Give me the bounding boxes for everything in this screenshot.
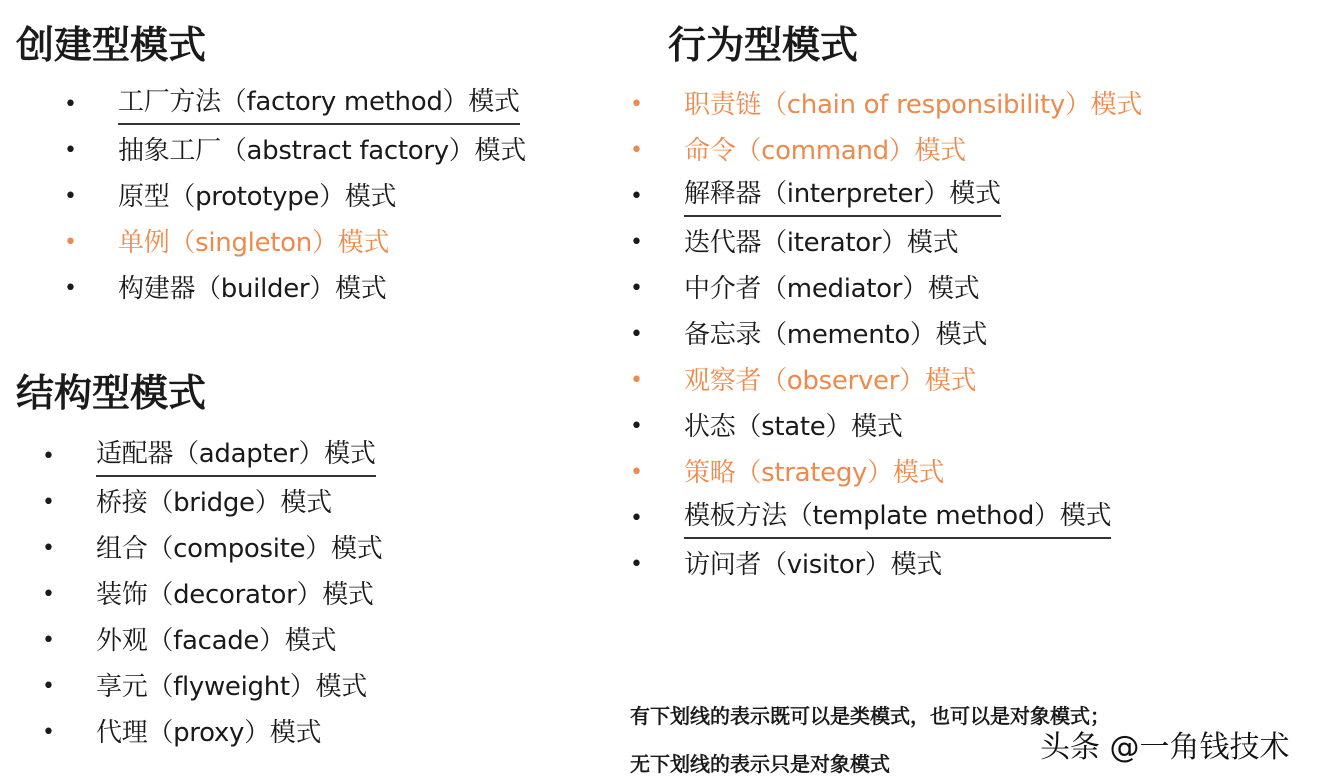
pattern-name: 抽象工厂（abstract factory）模式: [118, 136, 526, 166]
bullet-icon: •: [42, 536, 55, 561]
bullet-icon: •: [630, 460, 643, 485]
pattern-name: 策略（strategy）模式: [684, 458, 945, 488]
pattern-name: 原型（prototype）模式: [118, 182, 397, 212]
pattern-name: 命令（command）模式: [684, 136, 966, 166]
bullet-icon: •: [630, 138, 643, 163]
pattern-name: 桥接（bridge）模式: [96, 488, 332, 518]
pattern-name: 观察者（observer）模式: [684, 366, 977, 396]
bullet-icon: •: [64, 230, 77, 255]
bullet-icon: •: [630, 276, 643, 301]
bullet-icon: •: [64, 184, 77, 209]
bullet-icon: •: [42, 628, 55, 653]
underline-legend-note: 有下划线的表示既可以是类模式，也可以是对象模式；: [630, 704, 1110, 728]
bullet-icon: •: [42, 490, 55, 515]
bullet-icon: •: [42, 582, 55, 607]
pattern-name: 代理（proxy）模式: [96, 718, 322, 748]
bullet-icon: •: [64, 92, 77, 117]
bullet-icon: •: [64, 276, 77, 301]
pattern-name: 工厂方法（factory method）模式: [118, 82, 520, 125]
bullet-icon: •: [630, 322, 643, 347]
bullet-icon: •: [630, 230, 643, 255]
pattern-name: 组合（composite）模式: [96, 534, 383, 564]
bullet-icon: •: [42, 444, 55, 469]
bullet-icon: •: [630, 184, 643, 209]
behavioral-patterns-title: 行为型模式: [668, 23, 859, 67]
pattern-name: 外观（facade）模式: [96, 626, 337, 656]
pattern-name: 职责链（chain of responsibility）模式: [684, 90, 1143, 120]
pattern-name: 构建器（builder）模式: [118, 274, 387, 304]
pattern-name: 状态（state）模式: [684, 412, 903, 442]
bullet-icon: •: [42, 720, 55, 745]
pattern-name: 适配器（adapter）模式: [96, 434, 376, 477]
bullet-icon: •: [64, 138, 77, 163]
watermark: 头条 @一角钱技术: [1040, 730, 1290, 765]
pattern-name: 迭代器（iterator）模式: [684, 228, 959, 258]
pattern-name: 单例（singleton）模式: [118, 228, 390, 258]
bullet-icon: •: [630, 506, 643, 531]
bullet-icon: •: [630, 552, 643, 577]
bullet-icon: •: [42, 674, 55, 699]
pattern-name: 中介者（mediator）模式: [684, 274, 980, 304]
creational-patterns-title: 创建型模式: [16, 23, 207, 67]
bullet-icon: •: [630, 414, 643, 439]
pattern-name: 装饰（decorator）模式: [96, 580, 374, 610]
pattern-name: 模板方法（template method）模式: [684, 496, 1111, 539]
pattern-name: 解释器（interpreter）模式: [684, 174, 1001, 217]
bullet-icon: •: [630, 368, 643, 393]
structural-patterns-title: 结构型模式: [16, 371, 207, 415]
pattern-name: 访问者（visitor）模式: [684, 550, 942, 580]
pattern-name: 备忘录（memento）模式: [684, 320, 988, 350]
bullet-icon: •: [630, 92, 643, 117]
no-underline-legend-note: 无下划线的表示只是对象模式: [630, 752, 890, 776]
pattern-name: 享元（flyweight）模式: [96, 672, 367, 702]
